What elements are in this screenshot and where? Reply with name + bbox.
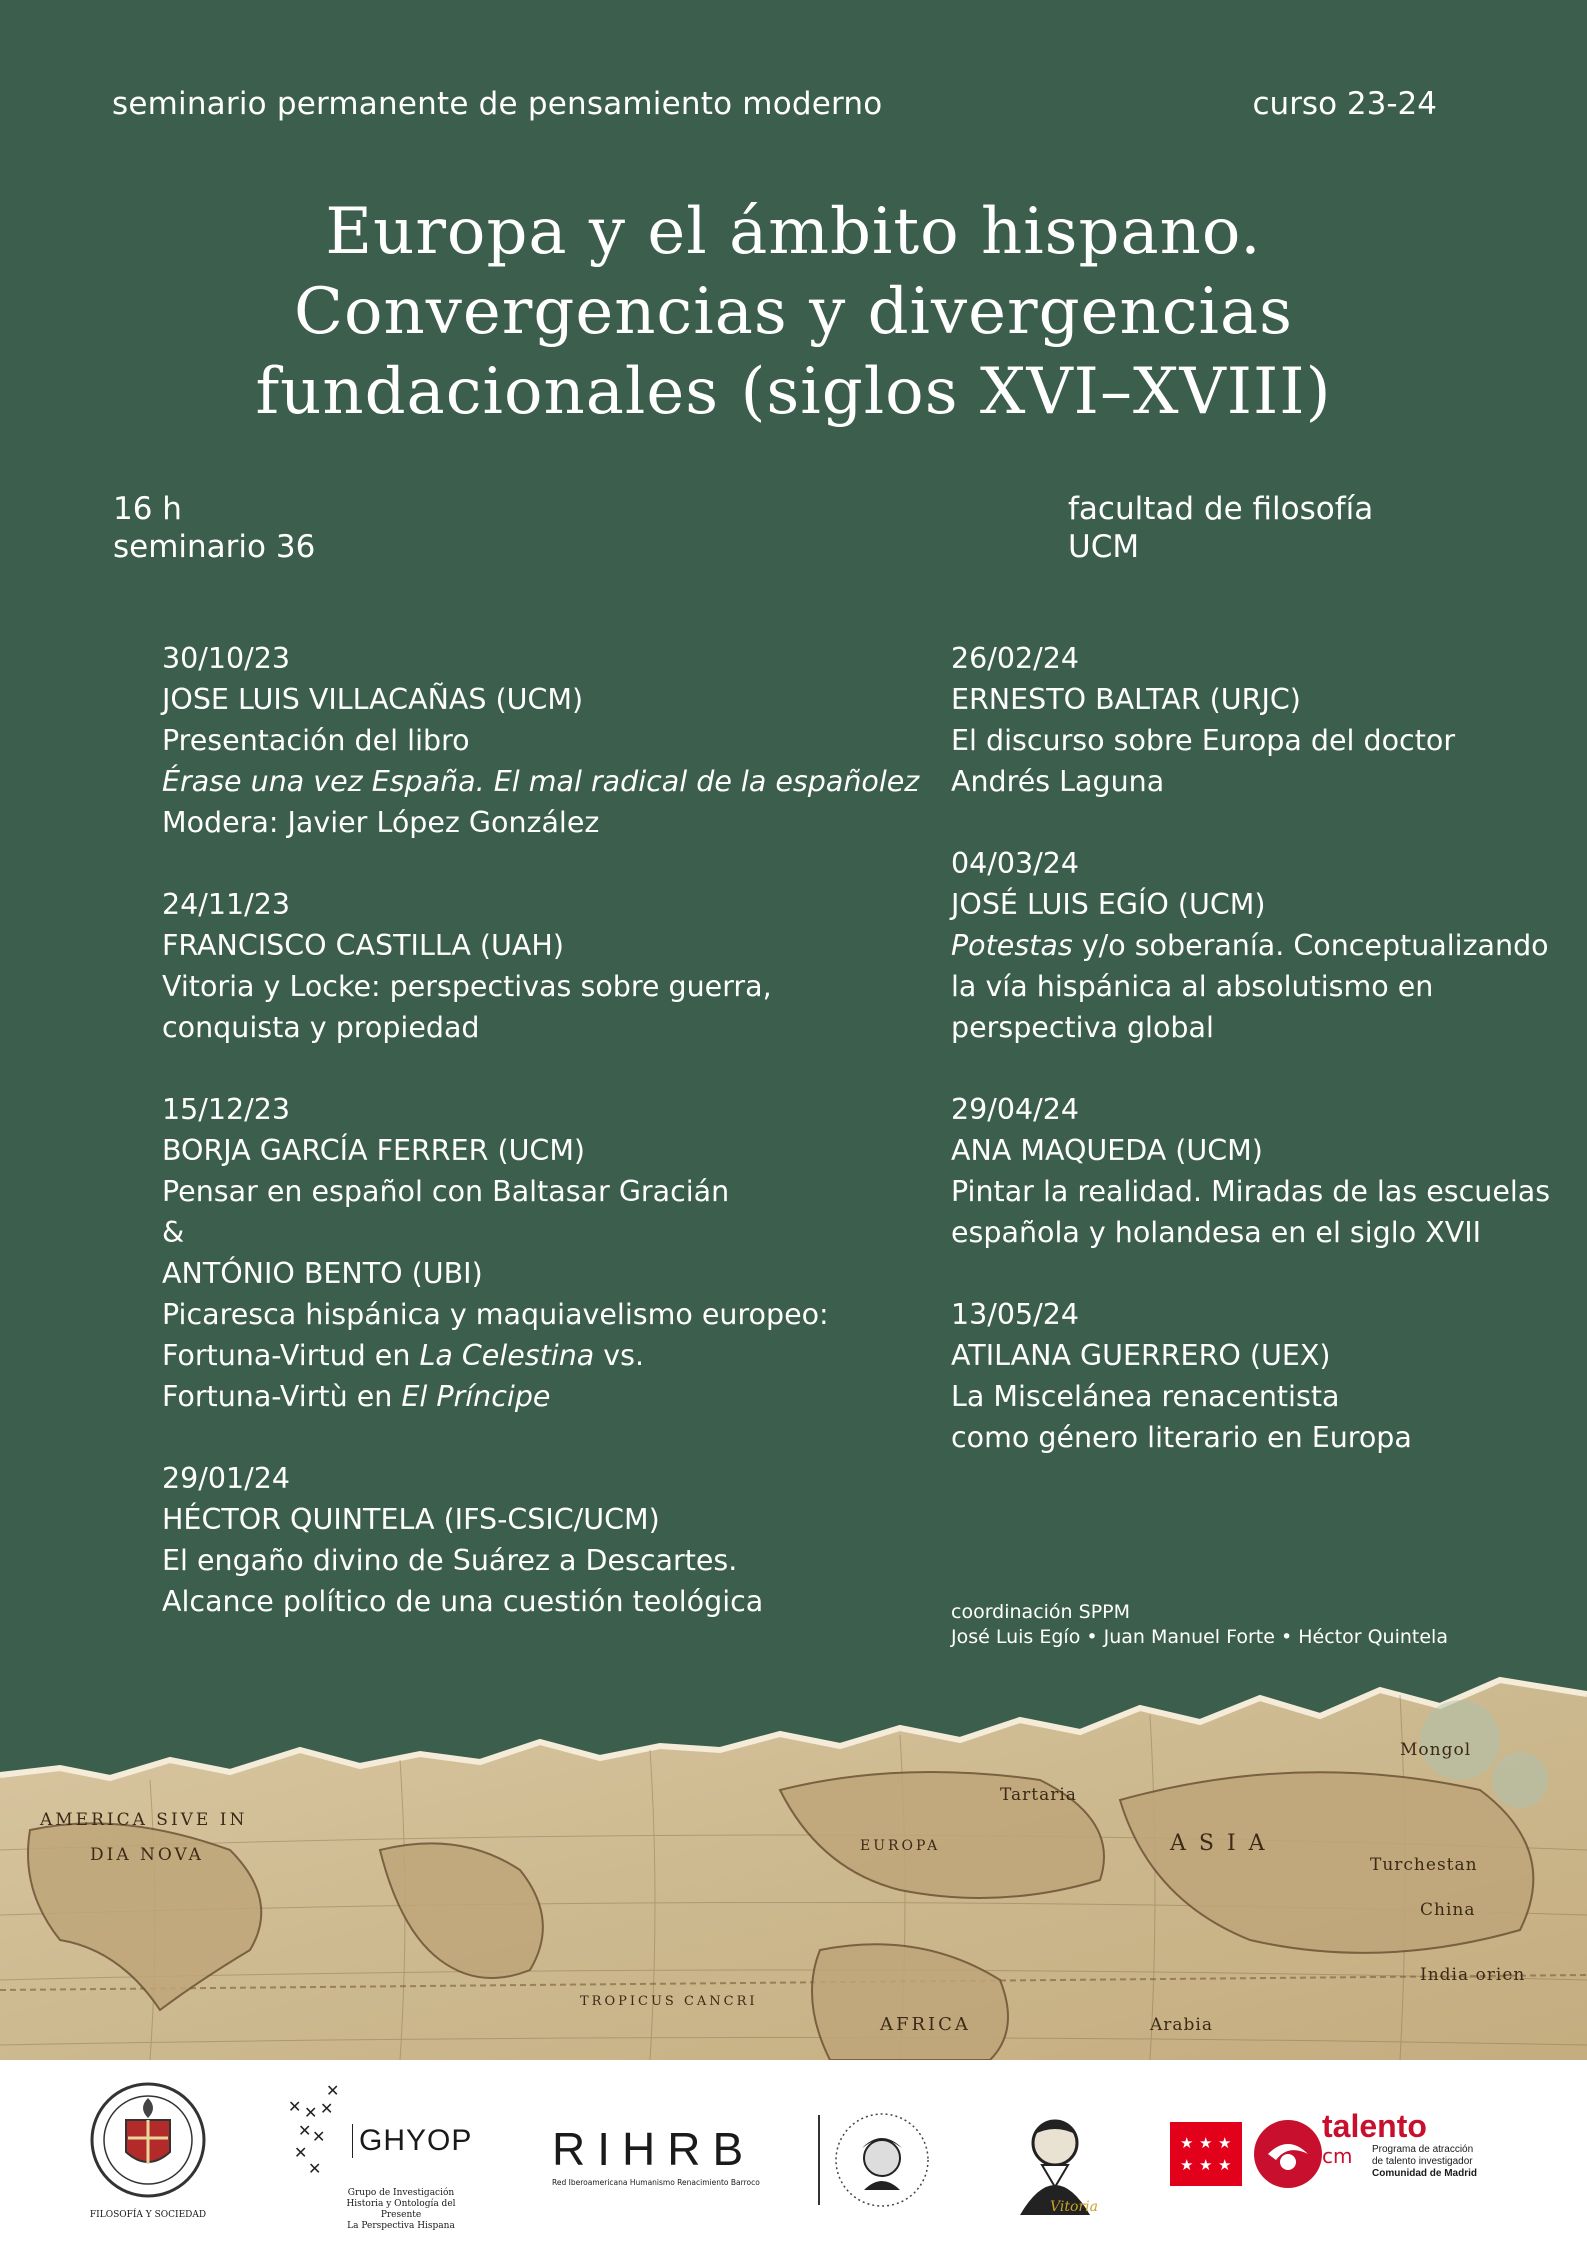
event-line: Vitoria y Locke: perspectivas sobre guerra, [162, 970, 772, 1003]
coordination [951, 1600, 1448, 1650]
event-speaker: JOSÉ LUIS EGÍO (UCM) [951, 888, 1266, 921]
svg-text:✕: ✕ [326, 2081, 340, 2100]
academic-year: curso 23-24 [1252, 86, 1437, 122]
event-ampersand: & [162, 1216, 185, 1249]
coordination-label: coordinación SPPM [951, 1601, 1130, 1623]
ucm-seal-icon [88, 2080, 208, 2200]
map-label: EUROPA [860, 1838, 941, 1854]
svg-text:✕: ✕ [298, 2121, 312, 2140]
event-date: 26/02/24 [951, 642, 1079, 675]
event-speaker: FRANCISCO CASTILLA (UAH) [162, 929, 564, 962]
map-label: Tartaria [1000, 1785, 1077, 1805]
event-line: El engaño divino de Suárez a Descartes. [162, 1544, 738, 1577]
event-line: perspectiva global [951, 1011, 1214, 1044]
event-item [951, 1294, 1550, 1458]
stars-icon [1170, 2122, 1242, 2186]
talento-sub-line: Comunidad de Madrid [1372, 2168, 1477, 2179]
event-line: Alcance político de una cuestión teológica [162, 1585, 764, 1618]
poster-title [0, 192, 1587, 432]
event-line: El discurso sobre Europa del doctor [951, 724, 1456, 757]
event-item [951, 1089, 1550, 1253]
svg-text:★: ★ [1180, 2156, 1194, 2174]
event-date: 29/04/24 [951, 1093, 1079, 1126]
svg-text:✕: ✕ [308, 2159, 322, 2178]
schedule-right [951, 638, 1550, 1499]
talento-emblem [1248, 2114, 1328, 2194]
venue [1068, 490, 1373, 566]
event-item [162, 1458, 919, 1622]
time: 16 h [113, 491, 182, 527]
ucm-seal-logo [88, 2080, 208, 2230]
event-line: Presentación del libro [162, 724, 470, 757]
map-label: Turchestan [1370, 1855, 1478, 1875]
talento-emblem-icon [1248, 2114, 1328, 2194]
event-line: La Miscelánea renacentista [951, 1380, 1340, 1413]
event-speaker: JOSE LUIS VILLACAÑAS (UCM) [162, 683, 584, 716]
italic-work-title: La Celestina [419, 1339, 595, 1372]
title-line-2: Convergencias y divergencias [294, 275, 1293, 349]
event-speaker-2: ANTÓNIO BENTO (UBI) [162, 1257, 483, 1290]
map-label: AFRICA [880, 2014, 971, 2035]
event-speaker: BORJA GARCÍA FERRER (UCM) [162, 1134, 586, 1167]
event-line: como género literario en Europa [951, 1421, 1412, 1454]
university: UCM [1068, 529, 1140, 565]
event-speaker: ANA MAQUEDA (UCM) [951, 1134, 1263, 1167]
series-name: seminario permanente de pensamiento moderno [112, 86, 883, 122]
event-item [951, 638, 1550, 802]
vitoria-logo [1000, 2095, 1110, 2225]
map-label: India orien [1420, 1965, 1526, 1985]
talento-sub-line: de talento investigador [1372, 2156, 1473, 2167]
map-label: Mongol [1400, 1740, 1472, 1760]
talento-cm: cm [1322, 2144, 1353, 2168]
ghyop-sub-line: Historia y Ontología del Presente [346, 2199, 456, 2220]
schedule-left [162, 638, 919, 1663]
old-world-map-image [0, 1650, 1587, 2060]
svg-text:✕: ✕ [288, 2097, 302, 2116]
event-line: la vía hispánica al absolutismo en [951, 970, 1434, 1003]
text-segment: y/o soberanía. Conceptualizando [1072, 929, 1549, 962]
rihrb-name: RIHRB [552, 2123, 756, 2175]
ghyop-sub-line: Grupo de Investigación [347, 2188, 455, 2198]
event-book-title: Érase una vez España. El mal radical de la españolez [162, 765, 920, 798]
talento-text [1322, 2110, 1542, 2210]
svg-text:★: ★ [1199, 2134, 1213, 2152]
ghyop-name: GHYOP [352, 2124, 472, 2158]
comunidad-madrid-flag [1170, 2122, 1242, 2186]
map-label: Arabia [1150, 2015, 1213, 2035]
svg-text:✕: ✕ [320, 2099, 334, 2118]
svg-text:★: ★ [1218, 2156, 1232, 2174]
event-item [162, 638, 919, 843]
rihrb-logo [552, 2122, 802, 2202]
time-place [113, 490, 315, 566]
event-line: Pensar en español con Baltasar Gracián [162, 1175, 730, 1208]
event-date: 15/12/23 [162, 1093, 290, 1126]
map-label: DIA NOVA [90, 1845, 204, 1865]
event-line: Andrés Laguna [951, 765, 1165, 798]
svg-text:✕: ✕ [304, 2103, 318, 2122]
map-label: TROPICUS CANCRI [580, 1994, 758, 2009]
room: seminario 36 [113, 529, 316, 565]
faculty: facultad de filosofía [1068, 491, 1374, 527]
map-label: A S I A [1170, 1831, 1268, 1856]
event-item [162, 1089, 919, 1417]
svg-text:✕: ✕ [294, 2143, 308, 2162]
italic-term: Potestas [951, 929, 1073, 962]
humanist-portrait-seal [832, 2110, 932, 2210]
event-date: 04/03/24 [951, 847, 1079, 880]
map-label: AMERICA SIVE IN [40, 1810, 248, 1830]
event-speaker: HÉCTOR QUINTELA (IFS-CSIC/UCM) [162, 1503, 660, 1536]
event-item [162, 884, 919, 1048]
logo-divider [818, 2115, 820, 2205]
talento-name: talento [1322, 2108, 1427, 2144]
event-line [951, 925, 1550, 966]
event-speaker: ERNESTO BALTAR (URJC) [951, 683, 1301, 716]
talento-subtitle [1372, 2144, 1477, 2180]
coordination-names: José Luis Egío • Juan Manuel Forte • Héctor Quintela [951, 1626, 1448, 1648]
title-line-1: Europa y el ámbito hispano. [325, 195, 1262, 269]
text-segment: Fortuna-Virtud en [162, 1339, 420, 1372]
ucm-caption: FILOSOFÍA Y SOCIEDAD [89, 2210, 207, 2220]
event-moderator: Modera: Javier López González [162, 806, 600, 839]
svg-text:★: ★ [1199, 2156, 1213, 2174]
text-segment: vs. [594, 1339, 645, 1372]
constellation-icon [268, 2078, 348, 2188]
map-label: China [1420, 1900, 1476, 1920]
italic-work-title: El Príncipe [401, 1380, 551, 1413]
talento-sub-line: Programa de atracción [1372, 2144, 1474, 2155]
ghyop-subtitle [326, 2188, 476, 2232]
ghyop-sub-line: La Perspectiva Hispana [347, 2221, 455, 2231]
event-date: 30/10/23 [162, 642, 290, 675]
portrait-seal-icon [832, 2110, 932, 2210]
svg-text:✕: ✕ [312, 2127, 326, 2146]
title-line-3: fundacionales (siglos XVI–XVIII) [255, 355, 1332, 429]
rihrb-subtitle: Red Iberoamericana Humanismo Renacimiento Barroco [552, 2178, 760, 2187]
ghyop-logo [268, 2078, 498, 2238]
event-line [162, 1376, 919, 1417]
event-item [951, 843, 1550, 1048]
event-speaker: ATILANA GUERRERO (UEX) [951, 1339, 1331, 1372]
event-line: española y holandesa en el siglo XVII [951, 1216, 1482, 1249]
event-line: Pintar la realidad. Miradas de las escuelas [951, 1175, 1551, 1208]
vitoria-label: Vitoria [1050, 2199, 1098, 2215]
event-date: 29/01/24 [162, 1462, 290, 1495]
svg-text:★: ★ [1218, 2134, 1232, 2152]
text-segment: Fortuna-Virtù en [162, 1380, 402, 1413]
event-line: conquista y propiedad [162, 1011, 480, 1044]
event-line [162, 1335, 919, 1376]
event-date: 24/11/23 [162, 888, 290, 921]
event-line: Picaresca hispánica y maquiavelismo europeo: [162, 1298, 829, 1331]
svg-text:★: ★ [1180, 2134, 1194, 2152]
event-date: 13/05/24 [951, 1298, 1079, 1331]
sponsor-logos [0, 2060, 1587, 2245]
